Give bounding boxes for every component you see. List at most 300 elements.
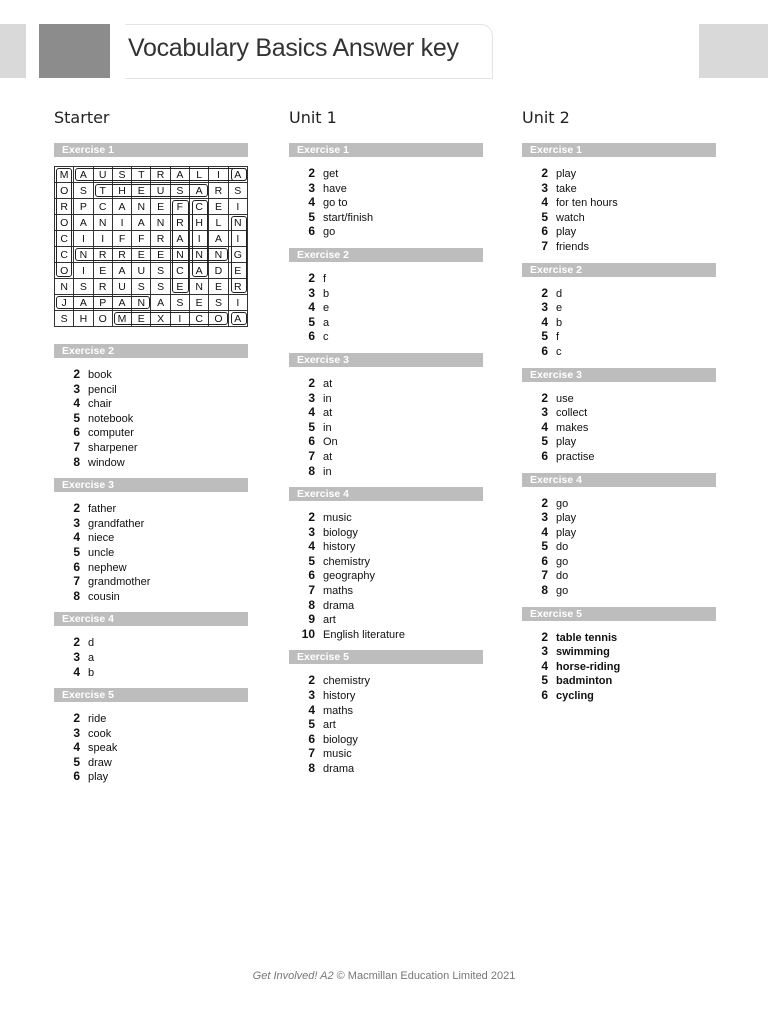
wordsearch-cell: E bbox=[132, 183, 151, 199]
answer-item bbox=[530, 286, 716, 301]
answer-item bbox=[530, 630, 716, 645]
answer-number: 4 bbox=[308, 300, 315, 315]
wordsearch-cell: I bbox=[209, 167, 228, 183]
answer-number: 4 bbox=[541, 524, 548, 539]
answer-list bbox=[54, 635, 248, 679]
answer-item bbox=[530, 224, 716, 239]
wordsearch-cell: C bbox=[190, 311, 209, 327]
answer-item bbox=[297, 181, 483, 196]
column-starter bbox=[54, 106, 248, 793]
wordsearch-cell: E bbox=[132, 311, 151, 327]
answer-text: go bbox=[556, 497, 569, 510]
wordsearch-cell: O bbox=[55, 183, 74, 199]
column-title: Unit 2 bbox=[522, 108, 570, 127]
wordsearch-found-word-outline bbox=[231, 312, 247, 325]
exercise-block bbox=[522, 473, 716, 598]
answer-text: makes bbox=[556, 421, 589, 434]
answer-item bbox=[297, 464, 483, 479]
answer-item bbox=[297, 166, 483, 181]
wordsearch-cell: S bbox=[132, 279, 151, 295]
answer-text: get bbox=[323, 168, 339, 180]
answer-number: 3 bbox=[541, 180, 548, 195]
answer-number: 4 bbox=[308, 405, 315, 420]
header-right-decor bbox=[699, 24, 768, 78]
wordsearch-cell: R bbox=[209, 183, 228, 199]
wordsearch-cell: D bbox=[209, 263, 228, 279]
answer-number: 3 bbox=[541, 510, 548, 525]
wordsearch-found-word-outline bbox=[56, 296, 150, 309]
wordsearch-cell: N bbox=[93, 215, 112, 231]
exercise-header: Exercise 1 bbox=[522, 143, 716, 157]
wordsearch-cell: C bbox=[93, 199, 112, 215]
answer-item bbox=[297, 405, 483, 420]
answer-item bbox=[530, 554, 716, 569]
answer-number: 6 bbox=[541, 688, 548, 703]
wordsearch-cell: U bbox=[93, 167, 112, 183]
answer-item bbox=[530, 496, 716, 511]
header-logo-block bbox=[39, 24, 110, 78]
answer-item bbox=[297, 554, 483, 569]
wordsearch-cell: R bbox=[55, 199, 74, 215]
answer-item bbox=[530, 568, 716, 583]
column-unit-2 bbox=[522, 106, 716, 712]
answer-item bbox=[530, 315, 716, 330]
answer-text: at bbox=[323, 450, 333, 463]
answer-text: chemistry bbox=[323, 675, 371, 688]
answer-item bbox=[530, 434, 716, 449]
answer-number: 6 bbox=[308, 224, 315, 239]
wordsearch-cell: R bbox=[151, 231, 170, 247]
answer-number: 4 bbox=[308, 539, 315, 554]
wordsearch-cell: A bbox=[112, 199, 131, 215]
answer-text: use bbox=[556, 392, 574, 405]
column-unit-1 bbox=[289, 106, 483, 785]
answer-item bbox=[62, 650, 248, 665]
wordsearch-cell: R bbox=[112, 247, 131, 263]
wordsearch-cell: R bbox=[228, 279, 247, 295]
exercise-block bbox=[289, 248, 483, 344]
exercise-header: Exercise 3 bbox=[54, 478, 248, 492]
answer-item bbox=[297, 376, 483, 391]
answer-item bbox=[62, 545, 248, 560]
exercise-header: Exercise 4 bbox=[522, 473, 716, 487]
wordsearch-cell: H bbox=[74, 311, 93, 327]
answer-item bbox=[530, 300, 716, 315]
answer-number: 7 bbox=[308, 746, 315, 761]
wordsearch-cell: A bbox=[228, 167, 247, 183]
answer-number: 5 bbox=[308, 419, 315, 434]
exercise-block bbox=[522, 263, 716, 359]
answer-item bbox=[297, 210, 483, 225]
answer-item bbox=[62, 425, 248, 440]
answer-number: 4 bbox=[541, 419, 548, 434]
answer-text: notebook bbox=[88, 412, 134, 425]
answer-text: speak bbox=[88, 742, 118, 755]
wordsearch-cell: H bbox=[190, 215, 209, 231]
answer-item bbox=[297, 286, 483, 301]
wordsearch-cell: S bbox=[151, 263, 170, 279]
answer-number: 2 bbox=[308, 270, 315, 285]
column-title: Starter bbox=[54, 108, 110, 127]
answer-item bbox=[62, 589, 248, 604]
wordsearch-cell: N bbox=[170, 247, 189, 263]
answer-text: do bbox=[556, 541, 569, 554]
page-title: Vocabulary Basics Answer key bbox=[128, 34, 459, 62]
answer-number: 3 bbox=[541, 300, 548, 315]
wordsearch-cell: X bbox=[151, 311, 170, 327]
answer-text: e bbox=[323, 302, 330, 315]
answer-number: 6 bbox=[541, 448, 548, 463]
wordsearch-cell: A bbox=[74, 215, 93, 231]
answer-item bbox=[530, 405, 716, 420]
exercise-list bbox=[54, 344, 248, 784]
wordsearch-found-word-outline bbox=[75, 168, 247, 181]
wordsearch-cell: L bbox=[190, 167, 209, 183]
answer-text: art bbox=[323, 614, 336, 627]
wordsearch-cell: M bbox=[55, 167, 74, 183]
wordsearch-cell: I bbox=[228, 199, 247, 215]
exercise-header: Exercise 5 bbox=[289, 650, 483, 664]
answer-text: for ten hours bbox=[556, 197, 618, 210]
wordsearch-cell: O bbox=[55, 263, 74, 279]
answer-list bbox=[54, 501, 248, 603]
answer-list bbox=[522, 391, 716, 464]
answer-number: 6 bbox=[541, 343, 548, 358]
answer-item bbox=[530, 210, 716, 225]
answer-list bbox=[289, 271, 483, 344]
answer-number: 3 bbox=[73, 649, 80, 664]
answer-text: e bbox=[556, 302, 563, 315]
wordsearch-cell: C bbox=[170, 263, 189, 279]
wordsearch-cell: A bbox=[151, 295, 170, 311]
wordsearch-cell: C bbox=[55, 231, 74, 247]
answer-number: 3 bbox=[308, 285, 315, 300]
answer-item bbox=[297, 673, 483, 688]
wordsearch-found-word-outline bbox=[172, 200, 188, 293]
wordsearch-row bbox=[55, 199, 248, 215]
wordsearch-cell: E bbox=[228, 263, 247, 279]
answer-number: 3 bbox=[73, 725, 80, 740]
answer-number: 6 bbox=[73, 559, 80, 574]
exercise-header: Exercise 3 bbox=[522, 368, 716, 382]
answer-item bbox=[530, 391, 716, 406]
exercise-block bbox=[54, 344, 248, 469]
wordsearch-cell: S bbox=[209, 295, 228, 311]
wordsearch-cell: I bbox=[93, 231, 112, 247]
answer-item bbox=[62, 635, 248, 650]
exercise-header: Exercise 1 bbox=[54, 143, 248, 157]
wordsearch-row bbox=[55, 279, 248, 295]
wordsearch-cell: N bbox=[55, 279, 74, 295]
wordsearch-cell: H bbox=[112, 183, 131, 199]
wordsearch-cell: R bbox=[93, 247, 112, 263]
answer-text: f bbox=[323, 272, 327, 285]
wordsearch-cell: N bbox=[151, 215, 170, 231]
wordsearch-cell: A bbox=[190, 183, 209, 199]
copyright-footer bbox=[0, 970, 768, 982]
wordsearch-cell: I bbox=[228, 231, 247, 247]
wordsearch-cell: A bbox=[112, 295, 131, 311]
wordsearch-cell: N bbox=[132, 199, 151, 215]
answer-item bbox=[530, 344, 716, 359]
exercise-header: Exercise 2 bbox=[54, 344, 248, 358]
answer-list bbox=[289, 166, 483, 239]
wordsearch-cell: F bbox=[170, 199, 189, 215]
footer-copyright: © Macmillan Education Limited 2021 bbox=[333, 970, 516, 982]
exercise-block bbox=[522, 143, 716, 254]
answer-text: history bbox=[323, 690, 356, 703]
answer-number: 5 bbox=[308, 553, 315, 568]
answer-number: 4 bbox=[73, 740, 80, 755]
wordsearch-cell: A bbox=[190, 263, 209, 279]
answer-number: 2 bbox=[308, 510, 315, 525]
exercise-header: Exercise 1 bbox=[289, 143, 483, 157]
answer-number: 4 bbox=[73, 396, 80, 411]
answer-text: maths bbox=[323, 585, 353, 598]
answer-text: ride bbox=[88, 713, 107, 726]
wordsearch-cell: U bbox=[112, 279, 131, 295]
exercise-header: Exercise 4 bbox=[54, 612, 248, 626]
answer-text: play bbox=[556, 526, 577, 539]
answer-item bbox=[297, 420, 483, 435]
answer-number: 4 bbox=[541, 658, 548, 673]
wordsearch-cell: I bbox=[74, 231, 93, 247]
answer-number: 8 bbox=[73, 588, 80, 603]
answer-text: practise bbox=[556, 450, 595, 463]
wordsearch-cell: P bbox=[74, 199, 93, 215]
answer-item bbox=[297, 510, 483, 525]
exercise-block bbox=[289, 353, 483, 478]
wordsearch-cell: E bbox=[93, 263, 112, 279]
column-title: Unit 1 bbox=[289, 108, 337, 127]
answer-text: at bbox=[323, 407, 333, 420]
wordsearch-cell: O bbox=[209, 311, 228, 327]
answer-list bbox=[522, 496, 716, 598]
wordsearch-row bbox=[55, 231, 248, 247]
answer-text: table tennis bbox=[556, 631, 618, 644]
answer-number: 6 bbox=[308, 568, 315, 583]
answer-list bbox=[54, 367, 248, 469]
answer-item bbox=[530, 510, 716, 525]
wordsearch-cell: C bbox=[55, 247, 74, 263]
answer-item bbox=[297, 434, 483, 449]
answer-text: art bbox=[323, 719, 336, 732]
wordsearch-cell: A bbox=[170, 167, 189, 183]
answer-item bbox=[62, 396, 248, 411]
answer-text: grandmother bbox=[88, 576, 151, 589]
answer-text: cousin bbox=[88, 590, 120, 603]
answer-item bbox=[297, 583, 483, 598]
answer-number: 5 bbox=[73, 544, 80, 559]
wordsearch-cell: S bbox=[170, 295, 189, 311]
answer-item bbox=[297, 271, 483, 286]
answer-number: 4 bbox=[308, 195, 315, 210]
answer-number: 6 bbox=[541, 224, 548, 239]
answer-text: have bbox=[323, 182, 347, 195]
answer-text: go bbox=[323, 226, 336, 239]
wordsearch-cell: E bbox=[190, 295, 209, 311]
answer-item bbox=[530, 239, 716, 254]
wordsearch-cell: T bbox=[93, 183, 112, 199]
answer-item bbox=[62, 501, 248, 516]
answer-text: draw bbox=[88, 756, 112, 769]
answer-number: 8 bbox=[308, 761, 315, 775]
exercise-block bbox=[522, 607, 716, 703]
answer-text: start/finish bbox=[323, 211, 374, 224]
answer-item bbox=[62, 440, 248, 455]
answer-number: 2 bbox=[73, 501, 80, 516]
answer-number: 3 bbox=[73, 381, 80, 396]
answer-number: 7 bbox=[73, 439, 80, 454]
answer-number: 5 bbox=[541, 539, 548, 554]
exercise-header: Exercise 4 bbox=[289, 487, 483, 501]
answer-item bbox=[297, 732, 483, 747]
wordsearch-cell: U bbox=[132, 263, 151, 279]
answer-text: in bbox=[323, 465, 332, 478]
wordsearch-cell: E bbox=[209, 199, 228, 215]
answer-text: play bbox=[88, 771, 109, 784]
answer-text: d bbox=[88, 637, 95, 650]
wordsearch-cell: G bbox=[228, 247, 247, 263]
wordsearch-cell: I bbox=[170, 311, 189, 327]
answer-item bbox=[62, 411, 248, 426]
wordsearch-cell: E bbox=[151, 247, 170, 263]
answer-text: swimming bbox=[556, 646, 610, 659]
answer-number: 2 bbox=[541, 495, 548, 510]
wordsearch-cell: S bbox=[55, 311, 74, 327]
answer-number: 3 bbox=[541, 405, 548, 420]
answer-text: uncle bbox=[88, 546, 115, 559]
wordsearch-cell: A bbox=[228, 311, 247, 327]
answer-number: 7 bbox=[308, 448, 315, 463]
answer-number: 2 bbox=[541, 285, 548, 300]
answer-number: 5 bbox=[541, 673, 548, 688]
answer-text: d bbox=[556, 287, 563, 300]
answer-number: 8 bbox=[541, 583, 548, 598]
wordsearch-cell: I bbox=[112, 215, 131, 231]
answer-text: niece bbox=[88, 532, 115, 545]
answer-text: biology bbox=[323, 733, 358, 746]
answer-number: 7 bbox=[541, 238, 548, 253]
wordsearch-cell: N bbox=[190, 279, 209, 295]
exercise-header: Exercise 5 bbox=[522, 607, 716, 621]
answer-number: 3 bbox=[308, 524, 315, 539]
answer-number: 3 bbox=[73, 515, 80, 530]
wordsearch-cell: R bbox=[93, 279, 112, 295]
wordsearch-cell: N bbox=[190, 247, 209, 263]
answer-item bbox=[530, 195, 716, 210]
answer-number: 8 bbox=[308, 597, 315, 612]
wordsearch-cell: O bbox=[93, 311, 112, 327]
answer-text: window bbox=[88, 456, 125, 469]
answer-text: b bbox=[323, 287, 330, 300]
answer-list bbox=[522, 630, 716, 703]
wordsearch-cell: I bbox=[190, 231, 209, 247]
answer-text: On bbox=[323, 436, 338, 449]
wordsearch-cell: S bbox=[228, 183, 247, 199]
exercise-block bbox=[54, 688, 248, 784]
answer-text: go bbox=[556, 555, 569, 568]
answer-text: father bbox=[88, 503, 117, 516]
answer-number: 9 bbox=[308, 612, 315, 627]
wordsearch-cell: A bbox=[74, 295, 93, 311]
wordsearch-found-word-outline bbox=[56, 168, 72, 277]
answer-number: 6 bbox=[73, 769, 80, 784]
answer-item bbox=[530, 659, 716, 674]
answer-item bbox=[297, 688, 483, 703]
answer-item bbox=[297, 391, 483, 406]
answer-text: computer bbox=[88, 427, 134, 440]
exercise-block bbox=[522, 368, 716, 464]
answer-text: music bbox=[323, 512, 352, 525]
answer-number: 2 bbox=[73, 635, 80, 650]
answer-text: chemistry bbox=[323, 555, 371, 568]
answer-item bbox=[297, 224, 483, 239]
answer-number: 2 bbox=[541, 390, 548, 405]
answer-item bbox=[62, 711, 248, 726]
answer-number: 5 bbox=[308, 314, 315, 329]
answer-text: b bbox=[556, 316, 563, 329]
answer-number: 6 bbox=[541, 553, 548, 568]
wordsearch-cell: N bbox=[228, 215, 247, 231]
answer-number: 2 bbox=[73, 711, 80, 726]
answer-list bbox=[289, 510, 483, 641]
answer-text: go bbox=[556, 585, 569, 598]
answer-text: English literature bbox=[323, 628, 405, 641]
answer-item bbox=[297, 525, 483, 540]
answer-number: 5 bbox=[541, 434, 548, 449]
wordsearch-puzzle bbox=[54, 166, 248, 328]
exercise-header: Exercise 5 bbox=[54, 688, 248, 702]
answer-item bbox=[297, 612, 483, 627]
answer-number: 2 bbox=[308, 673, 315, 688]
answer-item bbox=[530, 673, 716, 688]
answer-text: at bbox=[323, 377, 333, 390]
answer-text: do bbox=[556, 570, 569, 583]
answer-item bbox=[297, 598, 483, 613]
wordsearch-cell: A bbox=[209, 231, 228, 247]
answer-text: watch bbox=[556, 211, 585, 224]
answer-number: 4 bbox=[541, 314, 548, 329]
answer-number: 4 bbox=[73, 530, 80, 545]
answer-text: grandfather bbox=[88, 517, 145, 530]
answer-text: play bbox=[556, 512, 577, 525]
wordsearch-cell: E bbox=[151, 199, 170, 215]
wordsearch-cell: A bbox=[170, 231, 189, 247]
wordsearch-cell: F bbox=[132, 231, 151, 247]
wordsearch-row bbox=[55, 215, 248, 231]
answer-item bbox=[297, 717, 483, 732]
answer-text: collect bbox=[556, 407, 588, 420]
answer-item bbox=[297, 703, 483, 718]
answer-item bbox=[530, 583, 716, 598]
answer-text: friends bbox=[556, 240, 590, 253]
wordsearch-row bbox=[55, 263, 248, 279]
wordsearch-cell: S bbox=[170, 183, 189, 199]
answer-item bbox=[530, 181, 716, 196]
wordsearch-cell: N bbox=[74, 247, 93, 263]
answer-number: 6 bbox=[308, 329, 315, 344]
answer-item bbox=[530, 525, 716, 540]
answer-text: c bbox=[556, 345, 562, 358]
answer-item bbox=[62, 755, 248, 770]
wordsearch-cell: S bbox=[74, 279, 93, 295]
answer-number: 6 bbox=[308, 731, 315, 746]
answer-number: 10 bbox=[301, 626, 315, 641]
wordsearch-cell: O bbox=[55, 215, 74, 231]
exercise-block bbox=[289, 487, 483, 641]
answer-text: a bbox=[323, 316, 330, 329]
